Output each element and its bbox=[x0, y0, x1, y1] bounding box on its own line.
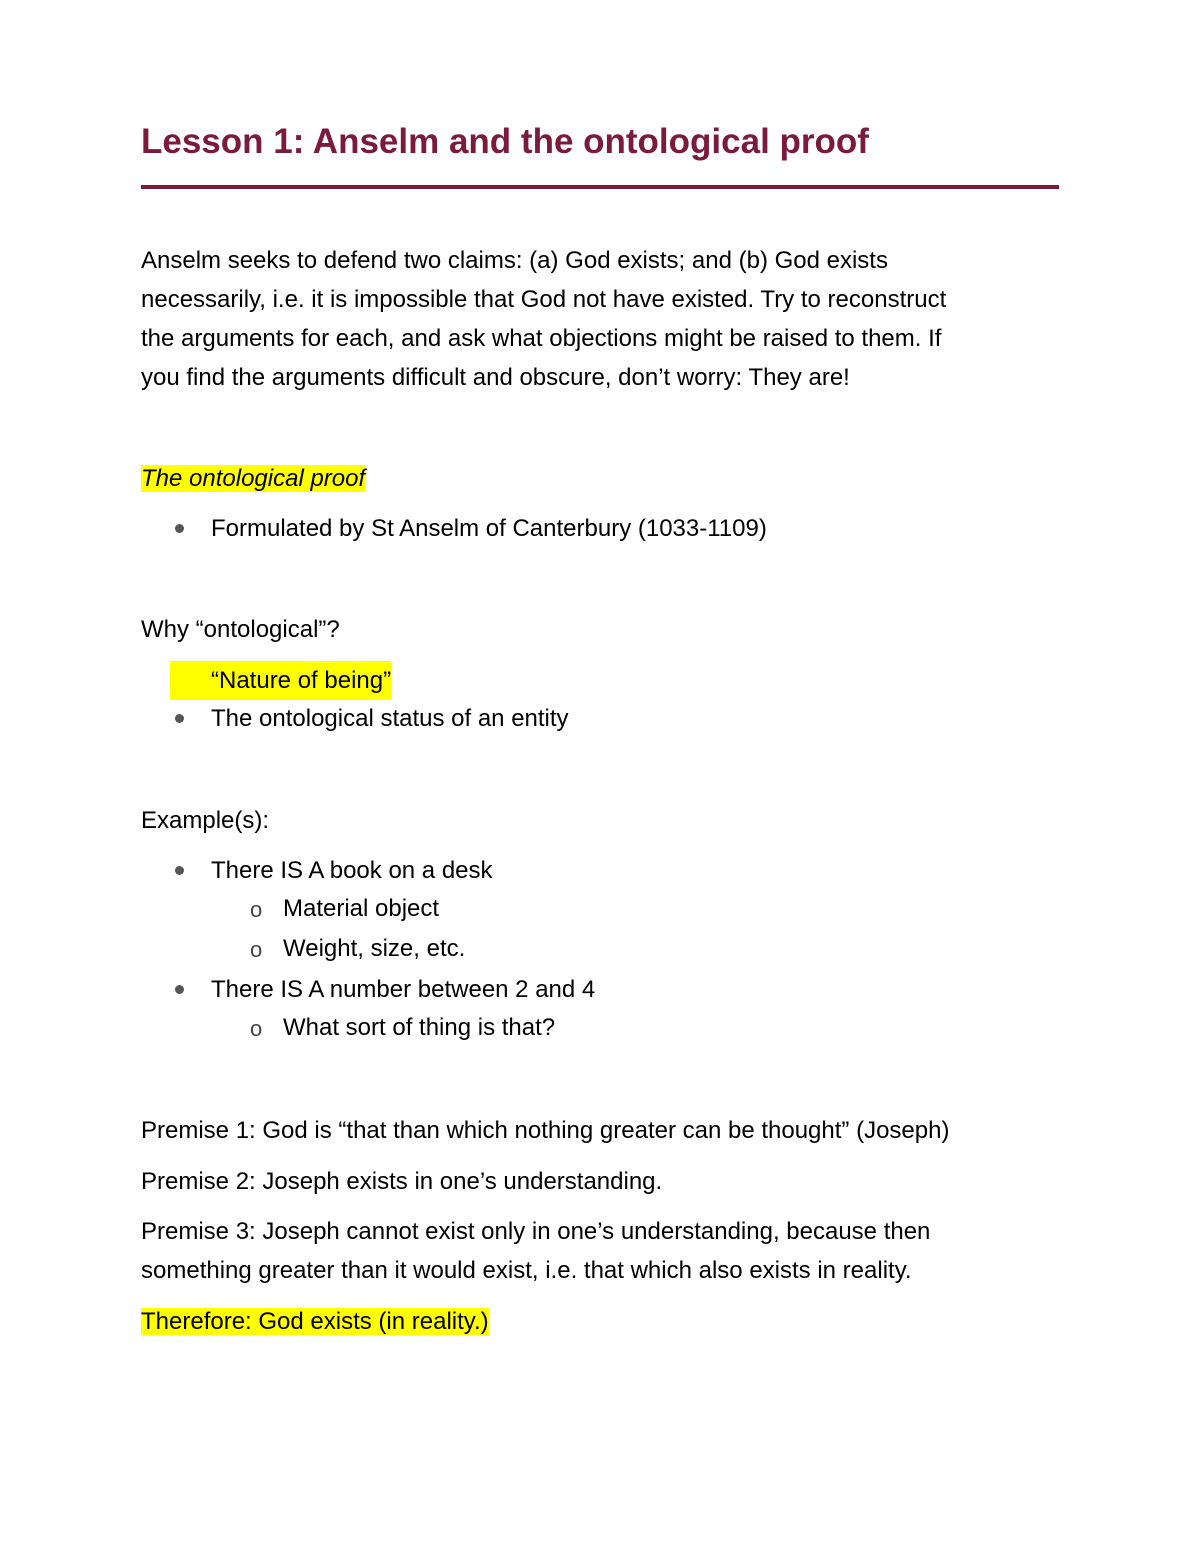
bullet-icon bbox=[175, 714, 184, 723]
premise-2: Premise 2: Joseph exists in one’s understanding. bbox=[141, 1168, 663, 1195]
bullet-icon bbox=[175, 524, 184, 533]
highlighted-heading: The ontological proof bbox=[141, 465, 366, 492]
section-heading-ontological-proof bbox=[141, 459, 365, 498]
sub-bullet-item: Weight, size, etc. bbox=[283, 935, 466, 962]
bullet-item: There IS A number between 2 and 4 bbox=[211, 976, 596, 1003]
highlighted-bullet-text: “Nature of being” bbox=[170, 661, 391, 700]
premise-3-line-1: Premise 3: Joseph cannot exist only in one’s understanding, because then bbox=[141, 1218, 931, 1245]
highlighted-conclusion: Therefore: God exists (in reality.) bbox=[141, 1308, 489, 1335]
premise-3-line-2: something greater than it would exist, i.e. that which also exists in reality. bbox=[141, 1257, 912, 1284]
section-heading-examples: Example(s): bbox=[141, 807, 270, 834]
bullet-item: Formulated by St Anselm of Canterbury (1033-1109) bbox=[211, 515, 767, 542]
bullet-item-highlighted bbox=[170, 661, 391, 700]
intro-paragraph bbox=[141, 241, 1059, 397]
title-divider bbox=[141, 185, 1059, 189]
section-heading-why-ontological: Why “ontological”? bbox=[141, 616, 340, 643]
sub-bullet-icon: o bbox=[250, 937, 263, 962]
bullet-icon bbox=[175, 866, 184, 875]
bullet-item: The ontological status of an entity bbox=[211, 705, 569, 732]
page-title: Lesson 1: Anselm and the ontological proof bbox=[141, 122, 869, 161]
intro-line: the arguments for each, and ask what objections might be raised to them. If bbox=[141, 325, 942, 352]
sub-bullet-item: What sort of thing is that? bbox=[283, 1014, 556, 1041]
sub-bullet-icon: o bbox=[250, 897, 263, 922]
sub-bullet-icon: o bbox=[250, 1016, 263, 1041]
bullet-item: There IS A book on a desk bbox=[211, 857, 493, 884]
sub-bullet-item: Material object bbox=[283, 895, 440, 922]
conclusion bbox=[141, 1302, 489, 1341]
intro-line: Anselm seeks to defend two claims: (a) God exists; and (b) God exists bbox=[141, 247, 888, 274]
intro-line: necessarily, i.e. it is impossible that God not have existed. Try to reconstruct bbox=[141, 286, 947, 313]
bullet-icon bbox=[175, 985, 184, 994]
premise-1: Premise 1: God is “that than which nothing greater can be thought” (Joseph) bbox=[141, 1117, 950, 1144]
intro-line: you find the arguments difficult and obscure, don’t worry: They are! bbox=[141, 364, 850, 391]
